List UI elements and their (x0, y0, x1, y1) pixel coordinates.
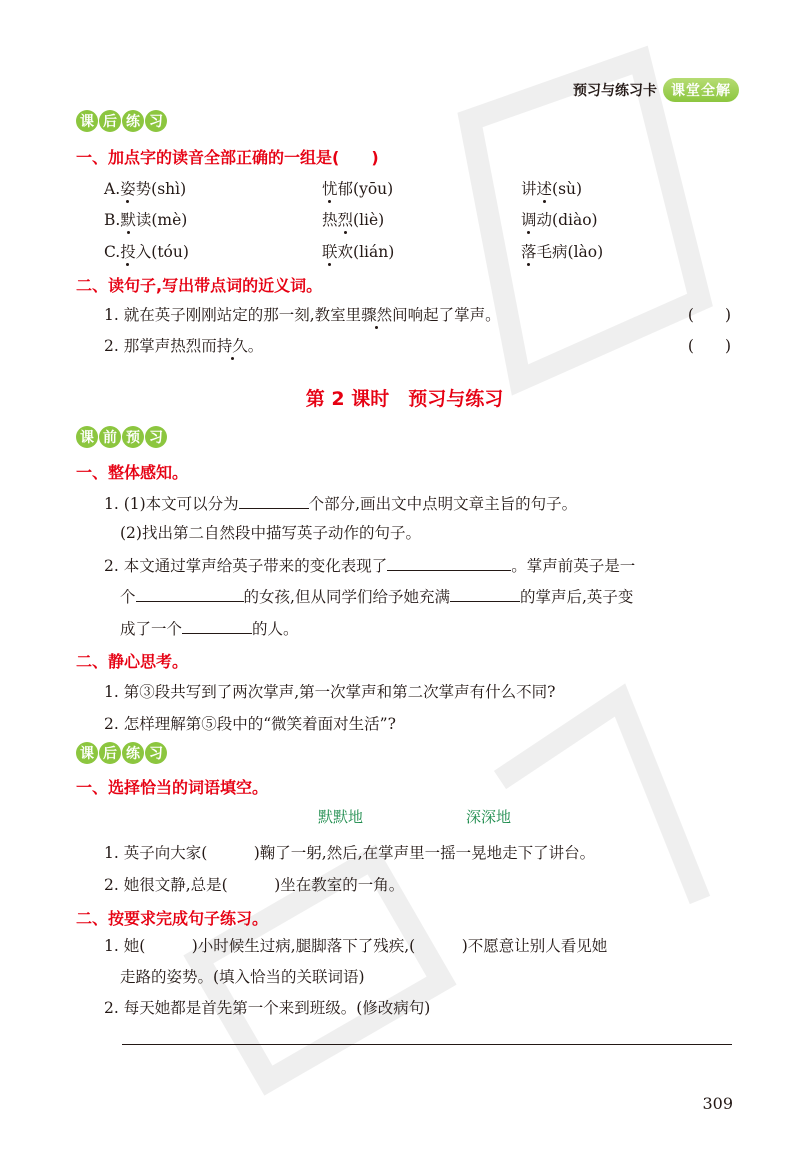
badge-char: 习 (145, 742, 167, 764)
section-badge-after-class (76, 742, 167, 764)
question-title: 一、选择恰当的词语填空。 (76, 778, 269, 797)
badge-char: 练 (122, 742, 144, 764)
dotted-char: 忧 (322, 180, 338, 198)
badge-char: 课 (76, 110, 98, 132)
fill-blank[interactable] (182, 619, 252, 634)
badge-char: 后 (99, 742, 121, 764)
text: 的人。 (252, 620, 299, 638)
badge-char: 课 (76, 426, 98, 448)
option-label: C. (104, 243, 121, 261)
header (573, 78, 739, 102)
question-title: 一、加点字的读音全部正确的一组是( ) (76, 148, 379, 167)
dotted-char: 姿 (120, 180, 136, 198)
question-item: 2. 怎样理解第⑤段中的“微笑着面对生活”? (104, 715, 396, 733)
question-item: 1. 英子向大家( )鞠了一躬,然后,在掌声里一摇一晃地走下了讲台。 (104, 844, 596, 862)
text: 2. 那掌声热烈而 (104, 337, 217, 355)
text: 1. 就在英子刚刚站定的那一刻,教室里 (104, 306, 362, 324)
text: 间响起了掌声。 (392, 306, 501, 324)
question-item: 1. 第③段共写到了两次掌声,第一次掌声和第二次掌声有什么不同? (104, 683, 556, 701)
pinyin: (mè) (151, 211, 188, 229)
answer-line[interactable] (122, 1044, 732, 1045)
text: 。 (247, 337, 264, 355)
badge-char: 习 (145, 426, 167, 448)
badge-char: 前 (99, 426, 121, 448)
pinyin: (diào) (552, 211, 598, 229)
text: 1. (1)本文可以分为 (104, 495, 239, 513)
sentence-item (104, 334, 263, 356)
dotted-word: 持久 (216, 337, 248, 355)
pinyin: (lào) (567, 243, 604, 261)
text: 的掌声后,英子变 (519, 588, 634, 606)
fill-blank[interactable] (239, 494, 309, 509)
section-badge-preview (76, 426, 167, 448)
dotted-char: 烈 (337, 211, 354, 229)
question-item: 走路的姿势。(填入恰当的关联词语) (120, 968, 365, 986)
dotted-char: 默 (120, 211, 136, 229)
question-title: 二、静心思考。 (76, 652, 189, 671)
sentence-item (104, 303, 501, 325)
header-title: 预习与练习卡 (573, 83, 657, 99)
text: 的女孩,但从同学们给予她充满 (243, 588, 450, 606)
dotted-char: 述 (536, 180, 553, 198)
fill-blank[interactable] (136, 587, 244, 602)
dotted-char: 投 (120, 243, 136, 261)
word-bank-item: 默默地 (318, 808, 364, 826)
text: 成了一个 (120, 620, 183, 638)
pinyin: (yōu) (353, 180, 394, 198)
dotted-char: 调 (521, 211, 537, 229)
header-badge: 课堂全解 (663, 78, 739, 102)
text: 。掌声前英子是一 (511, 557, 636, 575)
lesson-title: 第 2 课时 预习与练习 (305, 388, 504, 410)
word-bank-item: 深深地 (466, 808, 512, 826)
badge-char: 后 (99, 110, 121, 132)
question-line (104, 492, 577, 514)
badge-char: 预 (122, 426, 144, 448)
badge-char: 习 (145, 110, 167, 132)
question-line (120, 617, 299, 639)
text: 个 (120, 588, 136, 606)
pinyin: (lián) (353, 243, 395, 261)
question-line: (2)找出第二自然段中描写英子动作的句子。 (120, 524, 421, 542)
pinyin: (shì) (151, 180, 187, 198)
question-item: 1. 她( )小时候生过病,腿脚落下了残疾,( )不愿意让别人看见她 (104, 937, 608, 955)
dotted-word: 骤然 (361, 306, 393, 324)
option-label: A. (104, 180, 121, 198)
question-item: 2. 她很文静,总是( )坐在教室的一角。 (104, 876, 405, 894)
answer-paren[interactable]: ( ) (687, 306, 731, 324)
dotted-char: 落 (521, 243, 537, 261)
question-line (120, 585, 633, 607)
badge-char: 练 (122, 110, 144, 132)
question-title: 一、整体感知。 (76, 463, 189, 482)
pinyin: (tóu) (151, 243, 189, 261)
dotted-char: 联 (322, 243, 338, 261)
pinyin: (sù) (552, 180, 583, 198)
text: 2. 本文通过掌声给英子带来的变化表现了 (104, 557, 388, 575)
section-badge-after-class (76, 110, 167, 132)
page-number: 309 (702, 1094, 733, 1113)
option-label: B. (104, 211, 121, 229)
question-item: 2. 每天她都是首先第一个来到班级。(修改病句) (104, 999, 431, 1017)
fill-blank[interactable] (450, 587, 520, 602)
text: 个部分,画出文中点明文章主旨的句子。 (308, 495, 578, 513)
question-title: 二、读句子,写出带点词的近义词。 (76, 276, 323, 295)
fill-blank[interactable] (387, 556, 511, 571)
question-line (104, 554, 635, 576)
answer-paren[interactable]: ( ) (687, 337, 731, 355)
question-title: 二、按要求完成句子练习。 (76, 909, 269, 928)
badge-char: 课 (76, 742, 98, 764)
pinyin: (liè) (353, 211, 385, 229)
